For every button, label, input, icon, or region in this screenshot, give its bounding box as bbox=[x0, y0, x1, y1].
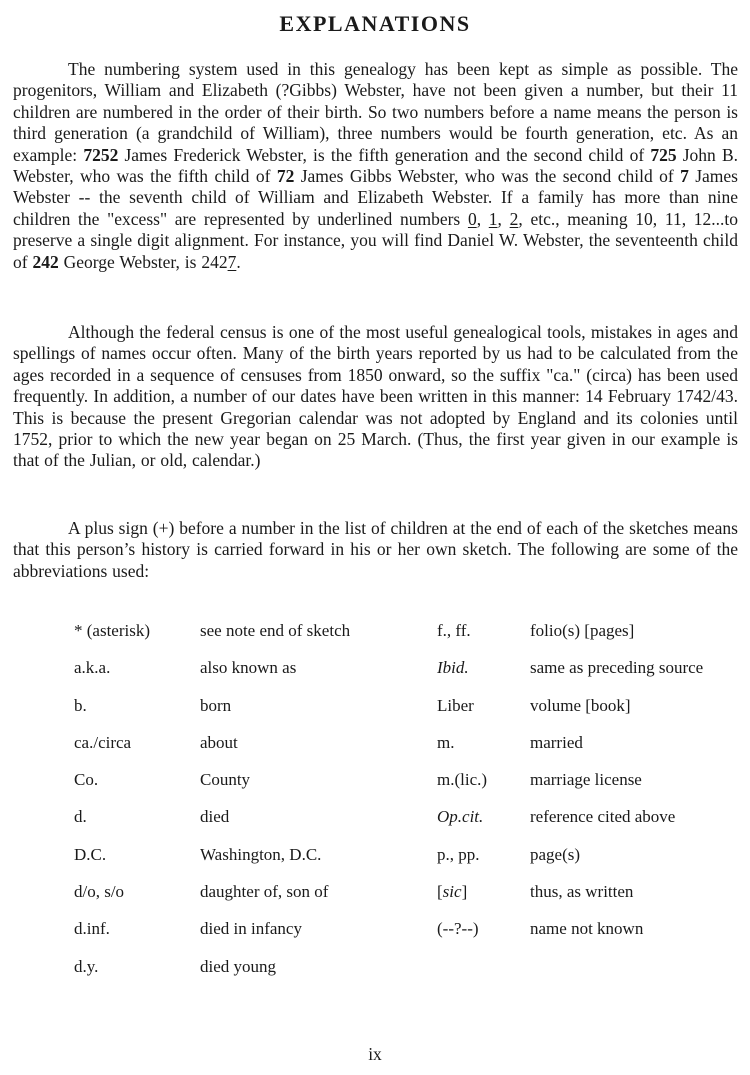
abbr-left: a.k.a. bbox=[74, 658, 111, 678]
abbr-right: p., pp. bbox=[437, 844, 480, 864]
page-title: EXPLANATIONS bbox=[279, 11, 471, 36]
abbr-right: m.(lic.) bbox=[437, 770, 488, 790]
meaning-right: thus, as written bbox=[530, 882, 634, 902]
meaning-left: Washington, D.C. bbox=[200, 844, 322, 864]
abbr-right: Liber bbox=[437, 695, 474, 715]
abbr-left: b. bbox=[74, 695, 87, 715]
table-row bbox=[74, 621, 737, 658]
abbr-right: [sic] bbox=[437, 882, 468, 902]
abbr-right: (--?--) bbox=[437, 919, 479, 939]
table-row bbox=[74, 658, 737, 695]
paragraph-numbering-system: The numbering system used in this genealogy has been kept as simple as possible. The progenitors, William and Elizabeth (?Gibbs) Webster, have not been given a number, but their 11 children are numbered in the order of their birth. So two numbers before a name means the person is third generation (a grandchild of William), three numbers would be fourth generation, etc. As an example: 7252 James Frederick Webster, is the fifth generation and the second child of 725 John B. Webster, who was the fifth child of 72 James Gibbs Webster, who was the second child of 7 James Webster -- the seventh child of William and Elizabeth Webster. If a family has more than nine children the "excess" are represented by underlined numbers 0, 1, 2, etc., meaning 10, 11, 12...to preserve a single digit alignment. For instance, you will find Daniel W. Webster, the seventeenth child of 242 George Webster, is 2427. bbox=[13, 59, 739, 272]
table-row bbox=[74, 845, 737, 882]
abbr-right: f., ff. bbox=[437, 621, 471, 640]
meaning-left: see note end of sketch bbox=[200, 621, 351, 640]
meaning-right: page(s) bbox=[530, 844, 581, 864]
table-row bbox=[74, 770, 737, 807]
table-row bbox=[74, 957, 737, 994]
meaning-right: volume [book] bbox=[530, 695, 631, 715]
meaning-left: County bbox=[200, 770, 251, 790]
abbr-right: Ibid. bbox=[437, 658, 469, 678]
table-row bbox=[74, 919, 737, 956]
abbr-right: m. bbox=[437, 732, 455, 752]
meaning-left: about bbox=[200, 732, 238, 752]
abbr-left: ca./circa bbox=[74, 732, 132, 752]
abbr-left: d.inf. bbox=[74, 919, 110, 939]
paragraph-census-and-dates: Although the federal census is one of the most useful genealogical tools, mistakes in ages and spellings of names occur often. Many of the birth years reported by us had to be calculated from the ages recorded in a sequence of censuses from 1850 onward, so the suffix "ca." (circa) has been used frequently. In addition, a number of our dates have been written in this manner: 14 February 1742/43. This is because the present Gregorian calendar was not adopted by England and its colonies until 1752, prior to which the new year began on 25 March. (Thus, the first year given in our example is that of the Julian, or old, calendar.) bbox=[13, 322, 738, 471]
meaning-left: born bbox=[200, 695, 232, 715]
abbr-left: * (asterisk) bbox=[74, 621, 151, 640]
table-row bbox=[74, 733, 737, 770]
abbreviations-table bbox=[74, 621, 737, 994]
meaning-right: marriage license bbox=[530, 770, 642, 790]
meaning-left: also known as bbox=[200, 658, 297, 678]
meaning-left: died in infancy bbox=[200, 919, 302, 939]
meaning-right: reference cited above bbox=[530, 807, 676, 827]
meaning-left: died young bbox=[200, 956, 277, 976]
meaning-left: daughter of, son of bbox=[200, 882, 329, 902]
meaning-left: died bbox=[200, 807, 230, 827]
abbr-left: d/o, s/o bbox=[74, 882, 125, 902]
page-number: ix bbox=[368, 1044, 382, 1064]
table-row bbox=[74, 807, 737, 844]
meaning-right: name not known bbox=[530, 919, 644, 939]
table-row bbox=[74, 882, 737, 919]
meaning-right: married bbox=[530, 732, 583, 752]
abbr-left: d. bbox=[74, 807, 87, 827]
abbr-left: d.y. bbox=[74, 956, 99, 976]
meaning-right: folio(s) [pages] bbox=[530, 621, 635, 640]
abbr-left: D.C. bbox=[74, 844, 107, 864]
table-row bbox=[74, 696, 737, 733]
paragraph-plus-sign-abbreviations: A plus sign (+) before a number in the list of children at the end of each of the sketches means that this person’s history is carried forward in his or her own sketch. The following are some of the abbreviations used: bbox=[13, 518, 738, 581]
meaning-right: same as preceding source bbox=[530, 658, 704, 678]
abbr-right: Op.cit. bbox=[437, 807, 484, 827]
abbr-left: Co. bbox=[74, 770, 99, 790]
